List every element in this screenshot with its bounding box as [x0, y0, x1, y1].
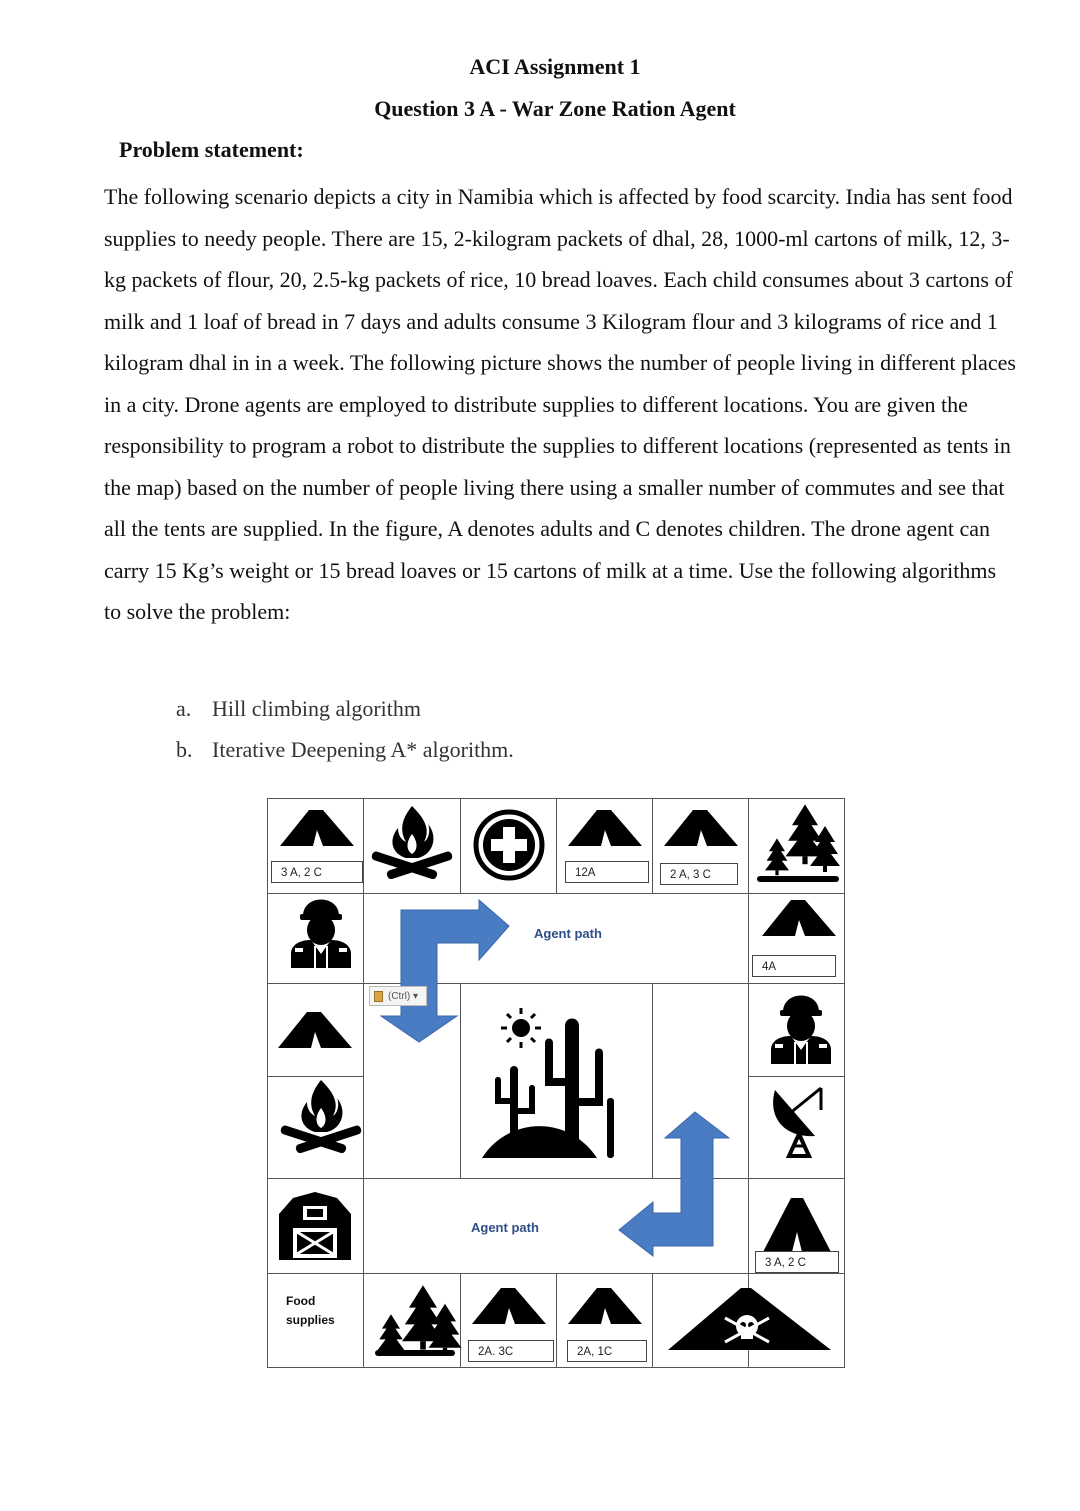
- tent-icon: [472, 1288, 546, 1324]
- list-letter: a.: [176, 696, 192, 721]
- tent-icon: [568, 1288, 642, 1324]
- tent-label: 2A, 1C: [567, 1340, 647, 1362]
- tent-label: 2A. 3C: [468, 1340, 554, 1362]
- page-title: ACI Assignment 1: [469, 54, 641, 79]
- food-label-line: supplies: [286, 1313, 335, 1327]
- map-grid: [267, 798, 845, 1368]
- agent-path-arrow-top: [381, 900, 509, 1042]
- tent-icon: [280, 810, 354, 846]
- tent-icon: [568, 810, 642, 846]
- campfire-icon: [371, 806, 454, 880]
- paste-hint-label: (Ctrl) ▾: [388, 991, 419, 1002]
- tent-label: 3 A, 2 C: [755, 1251, 839, 1273]
- tent-label: 4A: [752, 955, 836, 977]
- tent-label: 3 A, 2 C: [271, 861, 363, 883]
- sun-icon: [501, 1008, 541, 1048]
- soldier-icon: [771, 996, 831, 1065]
- danger-skull-icon: [668, 1288, 831, 1350]
- problem-paragraph: The following scenario depicts a city in Namibia which is affected by food scarcity. India has sent food supplies to needy people. There are 15, 2-kilogram packets of dhal, 28, 1000-ml cartons of milk, 12, 3-kg packets of flour, 20, 2.5-kg packets of rice, 10 bread loaves. Each child consumes about 3 cartons of milk and 1 loaf of bread in 7 days and adults consume 3 Kilogram flour and 3 kilograms of rice and 1 kilogram dhal in in a week. The following picture shows the number of people living in different places in a city. Drone agents are employed to distribute supplies to different locations. You are given the responsibility to program a robot to distribute the supplies to different locations (represented as tents in the map) based on the number of people living there using a smaller number of commutes and see that all the tents are supplied. In the figure, A denotes adults and C denotes children. The drone agent can carry 15 Kg’s weight or 15 bread loaves or 15 cartons of milk at a time. Use the following algorithms to solve the problem:: [104, 184, 1016, 624]
- forest-icon: [757, 804, 840, 882]
- algorithm-item-a: [176, 696, 421, 722]
- food-supplies-label: [286, 1292, 335, 1330]
- city-map: [267, 798, 845, 1368]
- clipboard-icon: [374, 991, 383, 1002]
- question-title: Question 3 A - War Zone Ration Agent: [374, 96, 736, 121]
- tent-icon: [762, 900, 836, 936]
- forest-icon: [375, 1285, 462, 1356]
- campfire-icon: [280, 1080, 363, 1154]
- food-label-line: Food: [286, 1294, 316, 1308]
- tent-icon: [763, 1198, 831, 1252]
- tent-label: 2 A, 3 C: [660, 863, 738, 885]
- tent-label: 12A: [565, 861, 649, 883]
- agent-path-label: Agent path: [471, 1220, 539, 1235]
- list-text: Hill climbing algorithm: [212, 696, 421, 721]
- agent-path-arrow-bottom: [619, 1112, 729, 1256]
- medical-cross-icon: [476, 812, 542, 878]
- agent-path-label: Agent path: [534, 926, 602, 941]
- list-letter: b.: [176, 737, 193, 762]
- problem-statement-heading: Problem statement:: [119, 137, 304, 162]
- desert-cactus-icon: [482, 1008, 614, 1158]
- paste-options-button[interactable]: [369, 986, 427, 1006]
- barn-icon: [279, 1192, 351, 1260]
- satellite-dish-icon: [773, 1088, 821, 1156]
- tent-icon: [278, 1012, 352, 1048]
- list-text: Iterative Deepening A* algorithm.: [212, 737, 514, 762]
- algorithm-item-b: [176, 737, 514, 763]
- tent-icon: [664, 810, 738, 846]
- soldier-icon: [291, 900, 351, 969]
